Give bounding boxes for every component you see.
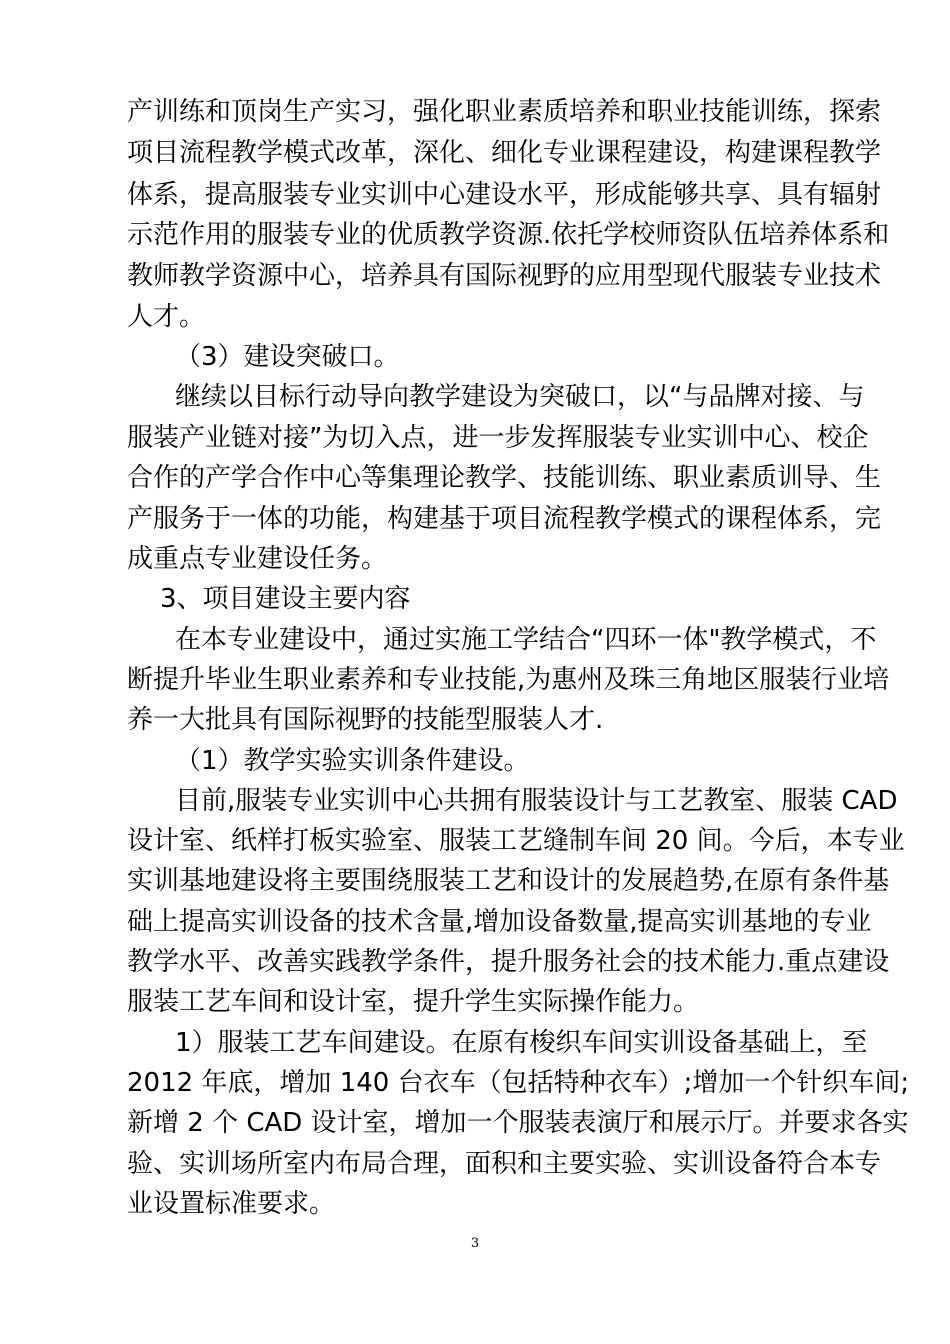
text-line: 础上提高实训设备的技术含量,增加设备数量,提高实训基地的专业 [127,907,872,937]
text-line: 示范作用的服装专业的优质教学资源.依托学校师资队伍培养体系和 [127,220,890,250]
text-line: 验、实训场所室内布局合理，面积和主要实验、实训设备符合本专 [127,1149,882,1179]
text-line: 实训基地建设将主要围绕服装工艺和设计的发展趋势,在原有条件基 [127,866,890,896]
text-line: 1）服装工艺车间建设。在原有梭织车间实训设备基础上，至 [175,1028,868,1058]
text-line: 项目流程教学模式改革，深化、细化专业课程建设，构建课程教学 [127,138,882,168]
text-line: 服装工艺车间和设计室，提升学生实际操作能力。 [127,987,700,1017]
text-line: 成重点专业建设任务。 [127,544,388,574]
section-heading: 3、项目建设主要内容 [160,584,411,614]
text-line: 业设置标准要求。 [127,1189,336,1219]
section-heading: （1）教学实验实训条件建设。 [175,746,530,776]
text-line: 设计室、纸样打板实验室、服装工艺缝制车间 20 间。今后，本专业 [127,826,905,856]
text-line: 合作的产学合作中心等集理论教学、技能训练、职业素质训导、生 [127,463,882,493]
text-line: 产训练和顶岗生产实习，强化职业素质培养和职业技能训练，探索 [127,97,882,127]
text-line: 目前,服装专业实训中心共拥有服装设计与工艺教室、服装 CAD [175,786,898,816]
text-line: 产服务于一体的功能，构建基于项目流程教学模式的课程体系，完 [127,504,882,534]
text-line: 服装产业链对接”为切入点，进一步发挥服装专业实训中心、校企 [127,423,869,453]
text-line: 教学水平、改善实践教学条件，提升服务社会的技术能力.重点建设 [127,947,890,977]
text-line: 人才。 [127,302,206,332]
text-line: 新增 2 个 CAD 设计室，增加一个服装表演厅和展示厅。并要求各实 [127,1108,909,1138]
text-line: 养一大批具有国际视野的技能型服装人才. [127,705,604,735]
text-line: 教师教学资源中心，培养具有国际视野的应用型现代服装专业技术 [127,261,882,291]
text-line: 体系，提高服装专业实训中心建设水平，形成能够共享、具有辐射 [127,180,882,210]
page-number: 3 [470,1236,480,1251]
text-line: 2012 年底，增加 140 台衣车（包括特种衣车）;增加一个针织车间; [127,1068,910,1098]
text-line: 继续以目标行动导向教学建设为突破口，以“与品牌对接、与 [175,382,865,412]
text-line: 在本专业建设中，通过实施工学结合“四环一体"教学模式，不 [175,625,877,655]
section-heading: （3）建设突破口。 [175,342,400,372]
text-line: 断提升毕业生职业素养和专业技能,为惠州及珠三角地区服装行业培 [127,665,890,695]
